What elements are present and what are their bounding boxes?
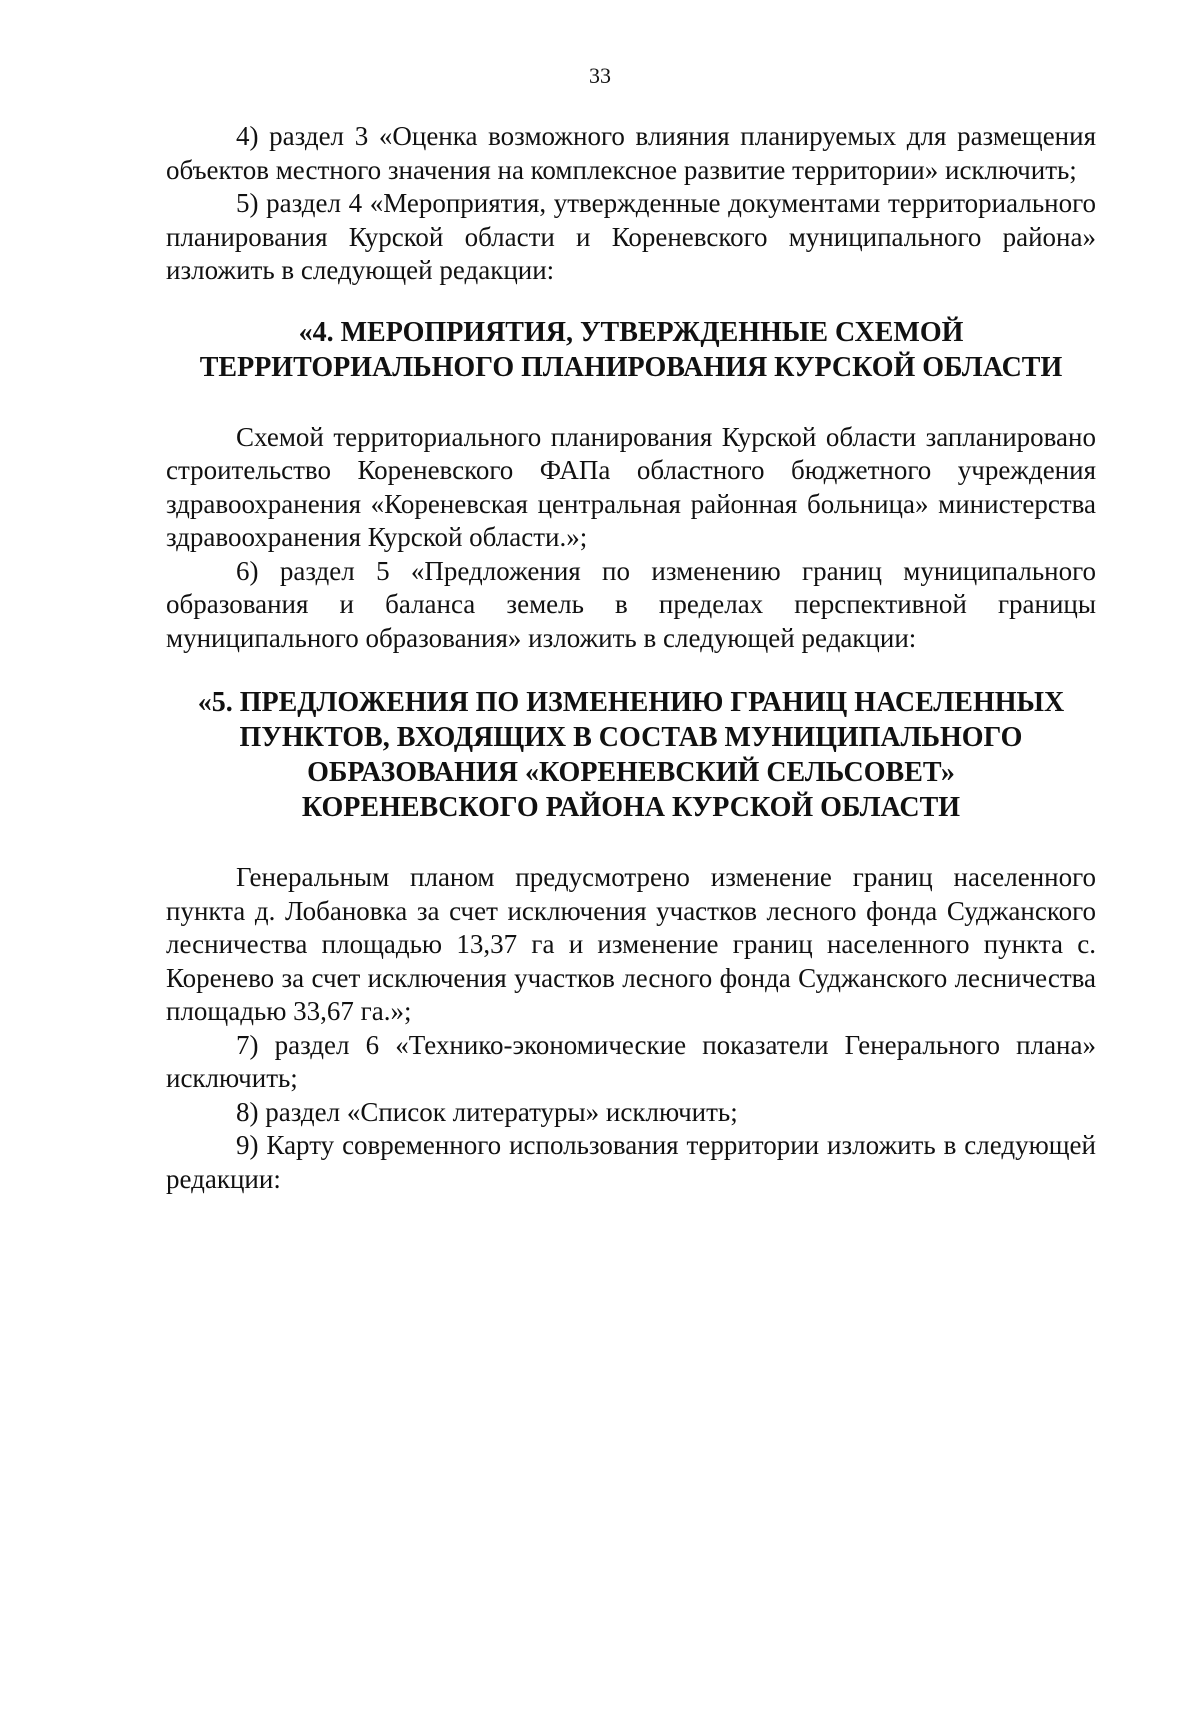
heading-line: «4. МЕРОПРИЯТИЯ, УТВЕРЖДЕННЫЕ СХЕМОЙ <box>298 316 964 348</box>
section-5-heading <box>166 685 1096 825</box>
heading-line: КОРЕНЕВСКОГО РАЙОНА КУРСКОЙ ОБЛАСТИ <box>301 792 961 823</box>
document-body <box>166 120 1096 1196</box>
section-4-body: Схемой территориального планирования Курской области запланировано строительство Кореневского ФАПа областного бюджетного учреждения здравоохранения «Кореневская центральная районная больница» министерства здравоохранения Курской области.»; <box>166 421 1096 552</box>
paragraph-item-7: 7) раздел 6 «Технико-экономические показатели Генерального плана» исключить; <box>166 1029 1096 1093</box>
section-4-heading <box>166 315 1096 385</box>
page-number: 33 <box>589 63 611 88</box>
paragraph-item-5: 5) раздел 4 «Мероприятия, утвержденные документами территориального планирования Курской области и Кореневского муниципального района» изложить в следующей редакции: <box>166 188 1096 285</box>
section-5-body: Генеральным планом предусмотрено изменение границ населенного пункта д. Лобановка за счет исключения участков лесного фонда Суджанского лесничества площадью 13,37 га и изменение границ населенного пункта с. Коренево за счет исключения участков лесного фонда Суджанского лесничества площадью 33,67 га.»; <box>166 862 1096 1026</box>
heading-line: ОБРАЗОВАНИЯ «КОРЕНЕВСКИЙ СЕЛЬСОВЕТ» <box>307 757 955 788</box>
heading-line: ПУНКТОВ, ВХОДЯЩИХ В СОСТАВ МУНИЦИПАЛЬНОГО <box>239 722 1023 753</box>
paragraph-item-6: 6) раздел 5 «Предложения по изменению границ муниципального образования и баланса земель в пределах перспективной границы муниципального образования» изложить в следующей редакции: <box>166 555 1096 653</box>
heading-line: ТЕРРИТОРИАЛЬНОГО ПЛАНИРОВАНИЯ КУРСКОЙ ОБЛАСТИ <box>199 351 1063 383</box>
paragraph-item-8: 8) раздел «Список литературы» исключить; <box>236 1096 738 1127</box>
heading-line: «5. ПРЕДЛОЖЕНИЯ ПО ИЗМЕНЕНИЮ ГРАНИЦ НАСЕЛЕННЫХ <box>197 687 1065 718</box>
paragraph-item-4: 4) раздел 3 «Оценка возможного влияния планируемых для размещения объектов местного значения на комплексное развитие территории» исключить; <box>166 121 1096 185</box>
paragraph-item-9: 9) Карту современного использования территории изложить в следующей редакции: <box>166 1130 1096 1194</box>
